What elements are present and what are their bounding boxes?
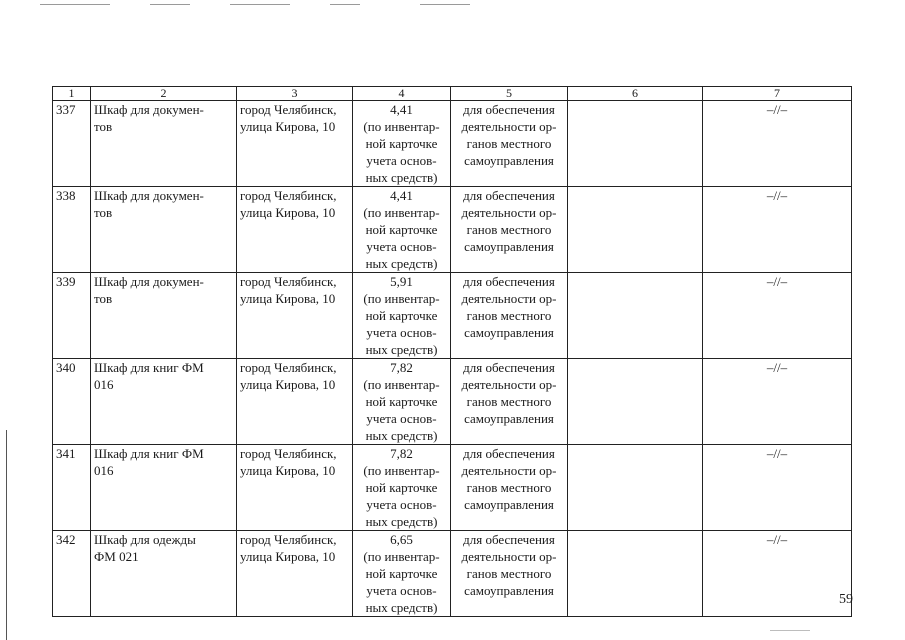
address-cell	[237, 273, 353, 359]
column-header: 1	[53, 87, 91, 101]
page-number: 59	[839, 592, 853, 607]
value-cell	[353, 187, 451, 273]
address-cell-text: город Челябинск, улица Кирова, 10	[240, 446, 337, 478]
column-6-cell	[568, 273, 703, 359]
value-cell	[353, 359, 451, 445]
column-header: 7	[703, 87, 852, 101]
column-header: 2	[91, 87, 237, 101]
purpose-cell-text: для обеспечения деятельности ор- ганов местного самоуправления	[461, 102, 557, 168]
column-7-cell-text: –//–	[766, 532, 788, 547]
purpose-cell-text: для обеспечения деятельности ор- ганов местного самоуправления	[461, 532, 557, 598]
column-7-cell	[703, 445, 852, 531]
value-cell	[353, 531, 451, 617]
column-7-cell	[703, 359, 852, 445]
scan-artifact-top	[40, 4, 520, 7]
row-number-cell-text: 338	[56, 188, 76, 203]
purpose-cell-text: для обеспечения деятельности ор- ганов местного самоуправления	[461, 446, 557, 512]
address-cell-text: город Челябинск, улица Кирова, 10	[240, 532, 337, 564]
address-cell	[237, 187, 353, 273]
column-7-cell-text: –//–	[766, 360, 788, 375]
purpose-cell	[451, 273, 568, 359]
address-cell-text: город Челябинск, улица Кирова, 10	[240, 274, 337, 306]
purpose-cell	[451, 359, 568, 445]
column-header: 5	[451, 87, 568, 101]
value-cell	[353, 273, 451, 359]
scan-edge-mark	[6, 430, 7, 640]
purpose-cell-text: для обеспечения деятельности ор- ганов местного самоуправления	[461, 360, 557, 426]
address-cell	[237, 445, 353, 531]
purpose-cell-text: для обеспечения деятельности ор- ганов местного самоуправления	[461, 274, 557, 340]
table-row	[53, 273, 852, 359]
column-7-cell	[703, 531, 852, 617]
table-row	[53, 445, 852, 531]
column-6-cell	[568, 359, 703, 445]
item-name-cell	[91, 359, 237, 445]
purpose-cell	[451, 445, 568, 531]
row-number-cell	[53, 273, 91, 359]
column-6-cell	[568, 531, 703, 617]
row-number-cell	[53, 101, 91, 187]
table-row	[53, 359, 852, 445]
column-7-cell	[703, 101, 852, 187]
item-name-cell-text: Шкаф для книг ФМ 016	[94, 446, 204, 478]
column-7-cell	[703, 273, 852, 359]
purpose-cell-text: для обеспечения деятельности ор- ганов местного самоуправления	[461, 188, 557, 254]
column-7-cell-text: –//–	[766, 446, 788, 461]
header-row	[53, 87, 852, 101]
item-name-cell-text: Шкаф для докумен- тов	[94, 188, 204, 220]
column-7-cell-text: –//–	[766, 102, 788, 117]
row-number-cell-text: 340	[56, 360, 76, 375]
address-cell-text: город Челябинск, улица Кирова, 10	[240, 188, 337, 220]
row-number-cell-text: 339	[56, 274, 76, 289]
row-number-cell	[53, 445, 91, 531]
purpose-cell	[451, 187, 568, 273]
purpose-cell	[451, 101, 568, 187]
scan-artifact-bottom	[770, 630, 810, 631]
column-7-cell-text: –//–	[766, 188, 788, 203]
column-header: 6	[568, 87, 703, 101]
address-cell	[237, 101, 353, 187]
row-number-cell-text: 342	[56, 532, 76, 547]
value-cell	[353, 101, 451, 187]
column-6-cell	[568, 101, 703, 187]
value-cell-text: 7,82 (по инвентар- ной карточке учета основ- ных средств)	[363, 360, 440, 443]
table-row	[53, 531, 852, 617]
column-7-cell-text: –//–	[766, 274, 788, 289]
value-cell	[353, 445, 451, 531]
table-header	[53, 87, 852, 101]
address-cell	[237, 359, 353, 445]
item-name-cell-text: Шкаф для докумен- тов	[94, 274, 204, 306]
item-name-cell	[91, 445, 237, 531]
item-name-cell	[91, 187, 237, 273]
row-number-cell	[53, 531, 91, 617]
item-name-cell-text: Шкаф для книг ФМ 016	[94, 360, 204, 392]
address-cell-text: город Челябинск, улица Кирова, 10	[240, 360, 337, 392]
table-body	[53, 101, 852, 617]
item-name-cell	[91, 273, 237, 359]
table-row	[53, 101, 852, 187]
purpose-cell	[451, 531, 568, 617]
value-cell-text: 5,91 (по инвентар- ной карточке учета основ- ных средств)	[363, 274, 440, 357]
row-number-cell-text: 341	[56, 446, 76, 461]
row-number-cell-text: 337	[56, 102, 76, 117]
item-name-cell-text: Шкаф для докумен- тов	[94, 102, 204, 134]
value-cell-text: 7,82 (по инвентар- ной карточке учета основ- ных средств)	[363, 446, 440, 529]
address-cell-text: город Челябинск, улица Кирова, 10	[240, 102, 337, 134]
item-name-cell-text: Шкаф для одежды ФМ 021	[94, 532, 196, 564]
column-6-cell	[568, 187, 703, 273]
column-header: 3	[237, 87, 353, 101]
item-name-cell	[91, 101, 237, 187]
table-row	[53, 187, 852, 273]
value-cell-text: 4,41 (по инвентар- ной карточке учета основ- ных средств)	[363, 188, 440, 271]
column-header: 4	[353, 87, 451, 101]
value-cell-text: 6,65 (по инвентар- ной карточке учета основ- ных средств)	[363, 532, 440, 615]
column-7-cell	[703, 187, 852, 273]
row-number-cell	[53, 187, 91, 273]
value-cell-text: 4,41 (по инвентар- ной карточке учета основ- ных средств)	[363, 102, 440, 185]
row-number-cell	[53, 359, 91, 445]
property-table	[52, 86, 852, 617]
item-name-cell	[91, 531, 237, 617]
column-6-cell	[568, 445, 703, 531]
address-cell	[237, 531, 353, 617]
